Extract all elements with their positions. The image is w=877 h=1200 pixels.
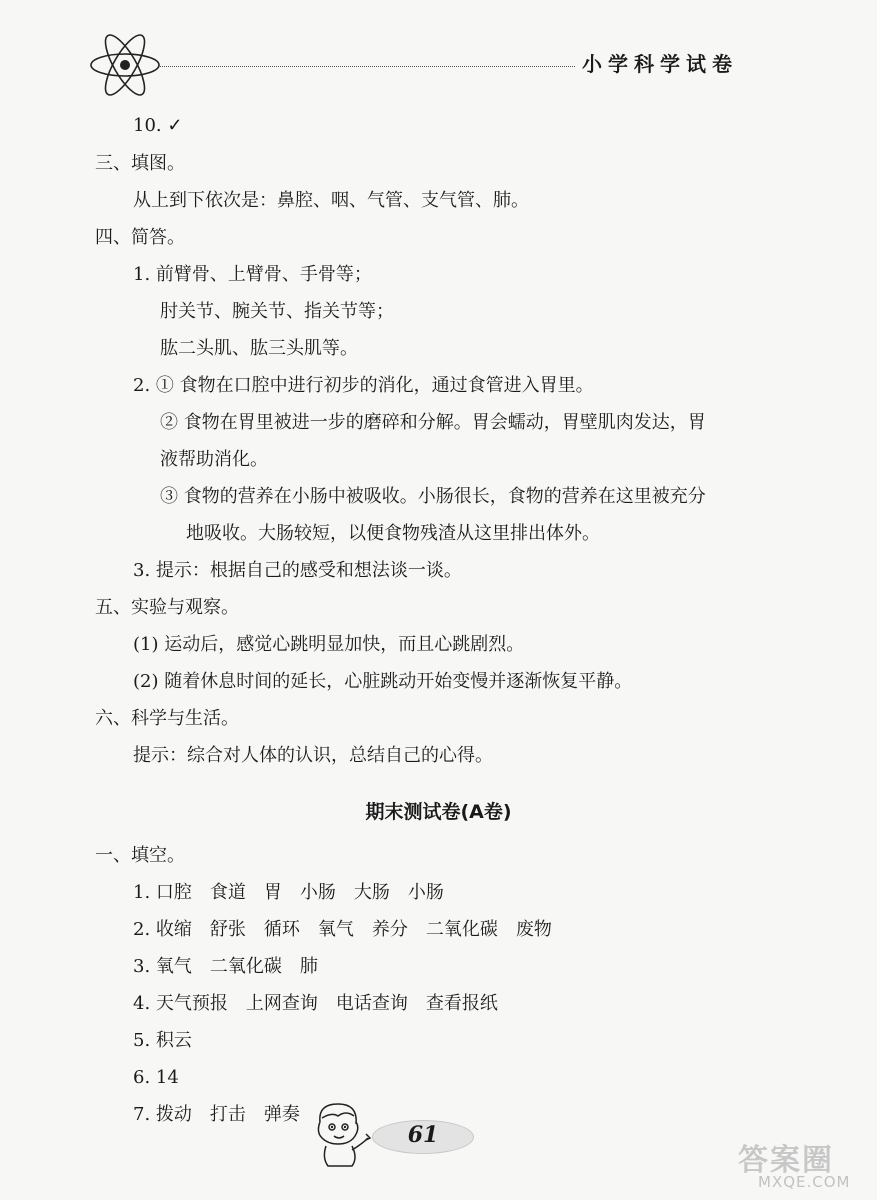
answer-line: 1. 口腔 食道 胃 小肠 大肠 小肠 [133, 882, 444, 903]
watermark-text: 答案圈 [738, 1143, 834, 1178]
answer-line: ③ 食物的营养在小肠中被吸收。小肠很长，食物的营养在这里被充分 [160, 486, 706, 507]
answer-line: 3. 提示：根据自己的感受和想法谈一谈。 [133, 560, 462, 581]
watermark [738, 1135, 873, 1195]
answer-line: 地吸收。大肠较短，以便食物残渣从这里排出体外。 [186, 523, 600, 544]
answer-line: ② 食物在胃里被进一步的磨碎和分解。胃会蠕动，胃壁肌肉发达，胃 [160, 412, 706, 433]
answer-line: 肘关节、腕关节、指关节等； [160, 301, 394, 322]
answer-line: 3. 氧气 二氧化碳 肺 [133, 956, 318, 977]
header-divider [160, 66, 575, 67]
atom-icon [88, 28, 162, 102]
answer-line: 2. ① 食物在口腔中进行初步的消化，通过食管进入胃里。 [133, 375, 594, 396]
watermark-url: MXQE.COM [758, 1173, 851, 1191]
answer-line: 液帮助消化。 [160, 449, 268, 470]
page-number: 61 [407, 1122, 439, 1148]
answer-line: 10. ✓ [133, 115, 183, 136]
answer-line: 7. 拨动 打击 弹奏 [133, 1104, 300, 1125]
section-title: 期末测试卷(A卷) [365, 801, 512, 823]
answer-line: 六、科学与生活。 [95, 708, 239, 729]
answer-line: 肱二头肌、肱三头肌等。 [160, 338, 358, 359]
answer-line: (1) 运动后，感觉心跳明显加快，而且心跳剧烈。 [133, 634, 525, 655]
answer-line: 从上到下依次是：鼻腔、咽、气管、支气管、肺。 [133, 190, 529, 211]
answer-line: 五、实验与观察。 [95, 597, 239, 618]
answer-line: (2) 随着休息时间的延长，心脏跳动开始变慢并逐渐恢复平静。 [133, 671, 633, 692]
answer-line: 提示：综合对人体的认识，总结自己的心得。 [133, 745, 493, 766]
answer-line: 三、填图。 [95, 153, 185, 174]
answer-line: 5. 积云 [133, 1030, 192, 1051]
page-header [0, 0, 877, 110]
answer-line: 1. 前臂骨、上臂骨、手骨等； [133, 264, 372, 285]
answer-line: 一、填空。 [95, 845, 185, 866]
answer-line: 4. 天气预报 上网查询 电话查询 查看报纸 [133, 993, 498, 1014]
cartoon-boy-icon [308, 1098, 374, 1168]
answer-line: 6. 14 [133, 1067, 179, 1088]
header-title: 小学科学试卷 [582, 52, 738, 76]
answer-line: 四、简答。 [95, 227, 185, 248]
answer-line: 2. 收缩 舒张 循环 氧气 养分 二氧化碳 废物 [133, 919, 552, 940]
